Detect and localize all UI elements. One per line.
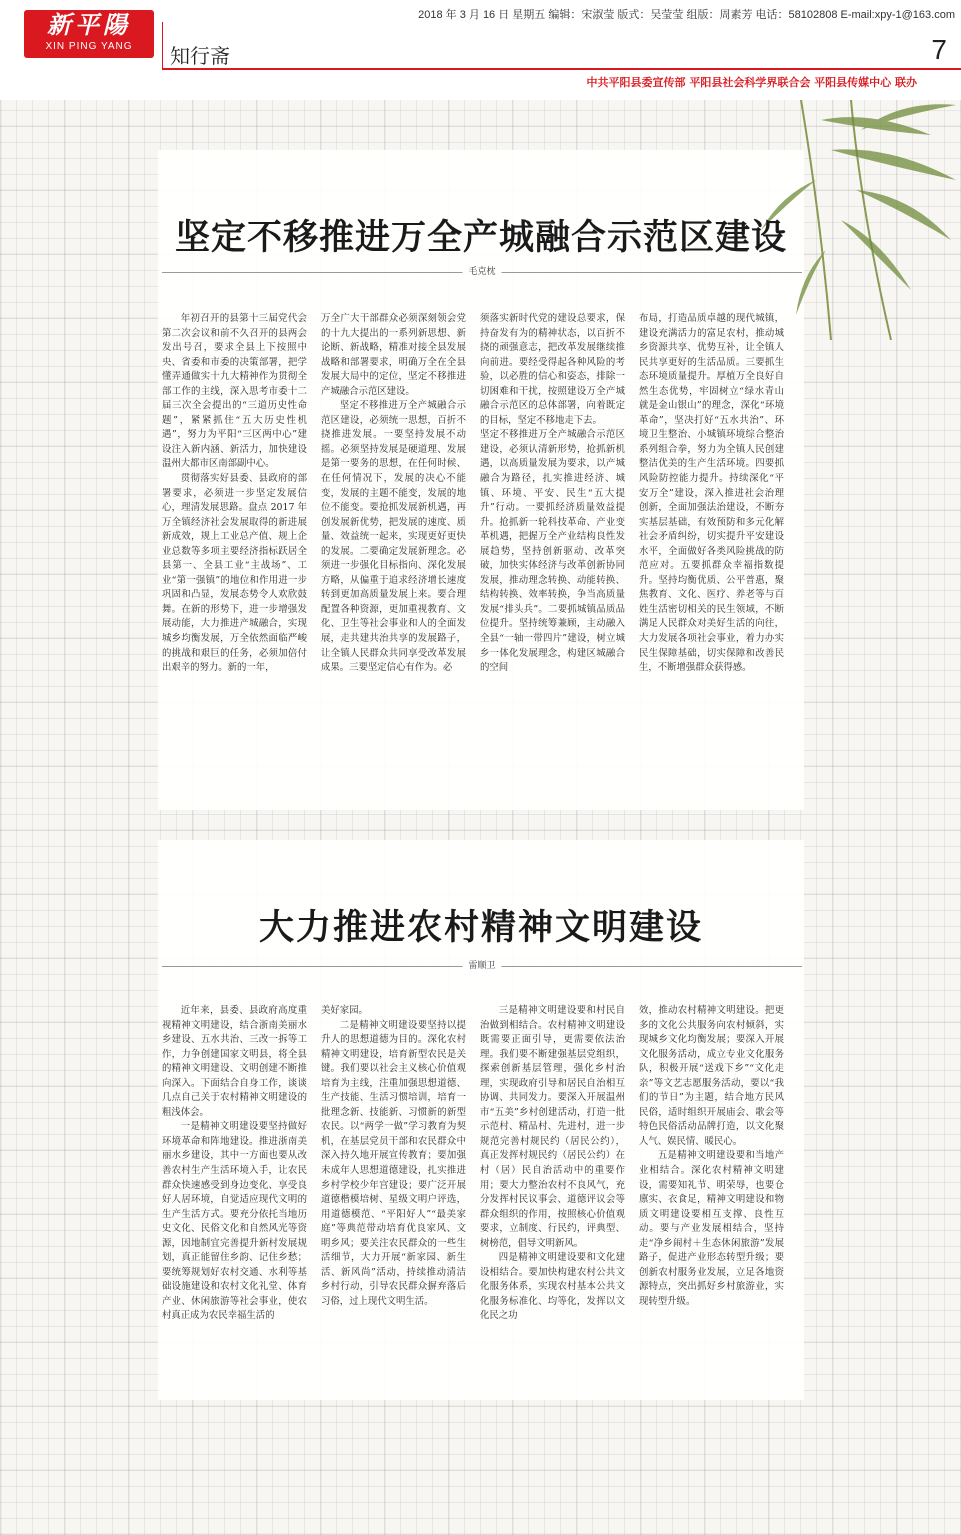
paragraph: 须落实新时代党的建设总要求，保持奋发有为的精神状态，以百折不挠的顽强意志，把改革发展继续推向前进。要经受得起各种风险的考验，以必胜的信心和姿态，排除一切困难和干扰，按照建设万全产城融合示范区的总体部署，向着既定的目标，坚定不移地走下去。 <box>480 313 625 426</box>
paragraph: 年初召开的县第十三届党代会第二次会议和前不久召开的县两会发出号召，要求全县上下按照中央、省委和市委的决策部署，把学懂弄通做实十九大精神作为贯彻全部工作的主线，深入思考市委十二届三次全会提出的“三道历史性命题”，紧紧抓住“五大历史性机遇”，努力为平阳“三区两中心”建设注入新内涵、新活力，加快建设温州大都市区南部副中心。 <box>162 313 307 470</box>
logo-english: XIN PING YANG <box>45 41 133 52</box>
issue-meta: 2018 年 3 月 16 日 星期五 编辑：宋淑莹 版式：吴莹莹 组版：周素芳 电话：58102808 E-mail:xpy-1@163.com <box>418 9 955 21</box>
article1-title: 坚定不移推进万全产城融合示范区建设 <box>174 217 787 258</box>
paragraph: 坚定不移推进万全产城融合示范区建设，必须认清新形势，抢抓新机遇，以高质量发展为要求，以产城融合为路径，扎实推进经济、城镇、环境、平安、民生“五大提升”行动。一要抓经济质量效益提升。抢抓新一轮科技革命、产业变革机遇，把握万全产业结构良性发展趋势，坚持创新驱动、改革突破，加快实体经济与改革创新协同发展，推动理念转换、动能转换、结构转换、效率转换，争当高质量发展“排头兵”。二要抓城镇品质品位提升。坚持统筹兼顾，主动融入全县“一轴一带四片”建设，树立城乡一体化发展理念，构建区城融合的空间 <box>480 429 625 674</box>
article2-body <box>162 1004 784 1384</box>
section-title: 知行斋 <box>170 44 230 68</box>
article2-title: 大力推进农村精神文明建设 <box>258 907 703 948</box>
article1-column <box>480 312 625 772</box>
article1-column <box>162 312 307 772</box>
article1-body <box>162 312 784 772</box>
article2-column <box>321 1004 466 1384</box>
article1-author: 毛克枕 <box>462 266 501 278</box>
header-rule <box>162 68 961 70</box>
paragraph: 三是精神文明建设要和村民自治做到相结合。农村精神文明建设既需要正面引导，更需要依法治理。我们要不断建强基层党组织，探索创新基层管理，强化乡村治理，实现政府引导和居民自治相互协调、共同发力。要深入开展温州市“五美”乡村创建活动，打造一批示范村、精品村、先进村，进一步规范完善村规民约（居民公约），真正发挥村规民约（居民公约）在村（居）民自治活动中的重要作用；要大力整治农村不良风气，充分发挥村民议事会、道德评议会等群众组织的作用，按照核心价值观要求，立制度、行民约，评典型、树榜范，倡导文明新风。 <box>480 1005 625 1249</box>
paragraph: 美好家园。 <box>321 1005 368 1016</box>
page-number: 7 <box>931 34 947 65</box>
paragraph: 一是精神文明建设要坚持做好环境革命和阵地建设。推进浙南美丽水乡建设，其中一方面也要从改善农村生产生活环境入手，让农民群众快速感受到身边变化、享受良好人居环境，自觉适应现代文明的生产生活方式。要充分依托当地历史文化、民俗文化和自然风光等资源，因地制宜完善提升新村发展规划，真正能留住乡韵、记住乡愁；要统筹规划好农村交通、水利等基础设施建设和农村文化礼堂、体育产业、休闲旅游等社会事业，使农村真正成为农民幸福生活的 <box>162 1121 307 1322</box>
article2-column <box>639 1004 784 1384</box>
article1-byline <box>162 266 802 278</box>
page-header <box>0 0 961 100</box>
paragraph: 万全广大干部群众必须深刻领会党的十九大提出的一系列新思想、新论断、新战略，精准对接全县发展战略和部署要求，明确万全在全县发展大局中的定位，坚定不移推进产城融合示范区建设。 <box>321 313 466 397</box>
paragraph: 二是精神文明建设要坚持以提升人的思想道德为目的。深化农村精神文明建设，培育新型农民是关键。我们要以社会主义核心价值观培育为主线，注重加强思想道德、生产技能、生活习惯培训，培育一批理念新、技能新、习惯新的新型农民。以“两学一做”学习教育为契机，在基层党员干部和农民群众中深入持久地开展宣传教育；要加强未成年人思想道德建设，扎实推进乡村学校少年宫建设；要广泛开展道德楷模培树、星级文明户评选，用道德模范、“平阳好人”“最美家庭”等典范带动培育优良家风、文明乡风；要关注农民群众的一些生活细节，大力开展“新家园、新生活、新风尚”活动，持续推动清洁乡村行动，引导农民群众摒弃落后习俗，过上现代文明生活。 <box>321 1019 466 1307</box>
paragraph: 坚定不移推进万全产城融合示范区建设，必须统一思想，百折不挠推进发展。一要坚持发展不动摇。必须坚持发展是硬道理、发展是第一要务的思想，在任何时候、在任何情况下，发展的决心不能变，发展的主题不能变，发展的地位不能变。要抢抓发展新机遇，再创发展新优势，把发展的速度、质量、效益统一起来，实现更好更快的发展。二要确定发展新理念。必须进一步强化目标指向、深化发展方略，从偏重于追求经济增长速度转到更加高质量发展上来。要合理配置各种资源，更加重视教育、文化、卫生等社会事业和人的全面发展，走共建共治共享的发展路子，让全镇人民群众共同享受改革发展成果。三要坚定信心有作为。必 <box>321 400 466 674</box>
article2-byline <box>162 960 802 972</box>
article2-author: 雷顺卫 <box>462 960 501 972</box>
paragraph: 近年来，县委、县政府高度重视精神文明建设，结合浙南美丽水乡建设、五水共治、三改一拆等工作，力争创建国家文明县，将全县的精神文明建设、文明创建不断推向深入。下面结合自身工作，谈谈几点自己关于农村精神文明建设的粗浅体会。 <box>162 1005 307 1118</box>
paragraph: 贯彻落实好县委、县政府的部署要求，必须进一步坚定发展信心，理清发展思路。盘点 2017 年万全镇经济社会发展取得的新进展新成效，规上工业总产值、规上企业总数等多项主要经济指标跃居全县第一、全县工业“主战场”、工业“第一强镇”的地位和作用进一步巩固和凸显，发展态势令人欢欣鼓舞。在新的形势下，进一步增强发展动能，大力推进产城融合，实现城乡均衡发展，万全依然面临严峻的挑战和艰巨的任务，必须加倍付出艰辛的努力。新的一年， <box>162 473 307 674</box>
article1-column <box>321 312 466 772</box>
article1-column <box>639 312 784 772</box>
paragraph: 布局，打造品质卓越的现代城镇，建设充满活力的富足农村，推动城乡资源共享、优势互补，让全镇人民共享更好的生活品质。三要抓生态环境质量提升。厚植万全良好自然生态优势，牢固树立“绿水青山就是金山银山”的理念，深化“环境革命”，坚决打好“五水共治”、环境卫生整治、小城镇环境综合整治系列组合拳，努力为全镇人民创建整洁优美的生产生活环境。四要抓风险防控能力提升。持续深化“平安万全”建设，深入推进社会治理创新，全面加强法治建设，不断夯实基层基础，有效预防和多元化解社会矛盾纠纷，切实提升平安建设水平，全面做好各类风险挑战的防范应对。五要抓群众幸福指数提升。坚持均衡优质、公平普惠，聚焦教育、文化、医疗、养老等与百姓生活密切相关的民生领域，不断满足人民群众对美好生活的向往，大力发展各项社会事业，着力办实民生保障基础，切实保障和改善民生，不断增强群众获得感。 <box>639 313 784 674</box>
article2-column <box>162 1004 307 1384</box>
logo-chinese: 新平陽 <box>47 10 131 39</box>
paragraph: 效，推动农村精神文明建设。把更多的文化公共服务向农村倾斜，实现城乡文化均衡发展；要深入开展文化服务活动，成立专业文化服务队，积极开展“送戏下乡”“文化走亲”等文艺志愿服务活动，要以“我们的节日”为主题，结合地方民风民俗，适时组织开展庙会、歌会等特色民俗活动品牌打造，以文化聚人气、娱民情、暖民心。 <box>639 1005 784 1147</box>
article2-column <box>480 1004 625 1384</box>
sponsors-line: 中共平阳县委宣传部 平阳县社会科学界联合会 平阳县传媒中心 联办 <box>586 76 917 89</box>
paragraph: 五是精神文明建设要和当地产业相结合。深化农村精神文明建设，需要知礼节、明荣辱，也要仓廪实、衣食足，精神文明建设和物质文明建设要相互支撑、良性互动。要与产业发展相结合，坚持走“净乡闹村＋生态休闲旅游”发展路子，促进产业形态转型升级；要创新农村服务业发展，立足各地资源特点，突出抓好乡村旅游业，实现转型升级。 <box>639 1150 784 1307</box>
newspaper-logo <box>24 10 154 58</box>
paragraph: 四是精神文明建设要和文化建设相结合。要加快构建农村公共文化服务体系，实现农村基本公共文化服务标准化、均等化，发挥以文化民之功 <box>480 1252 625 1322</box>
header-divider <box>162 22 163 68</box>
